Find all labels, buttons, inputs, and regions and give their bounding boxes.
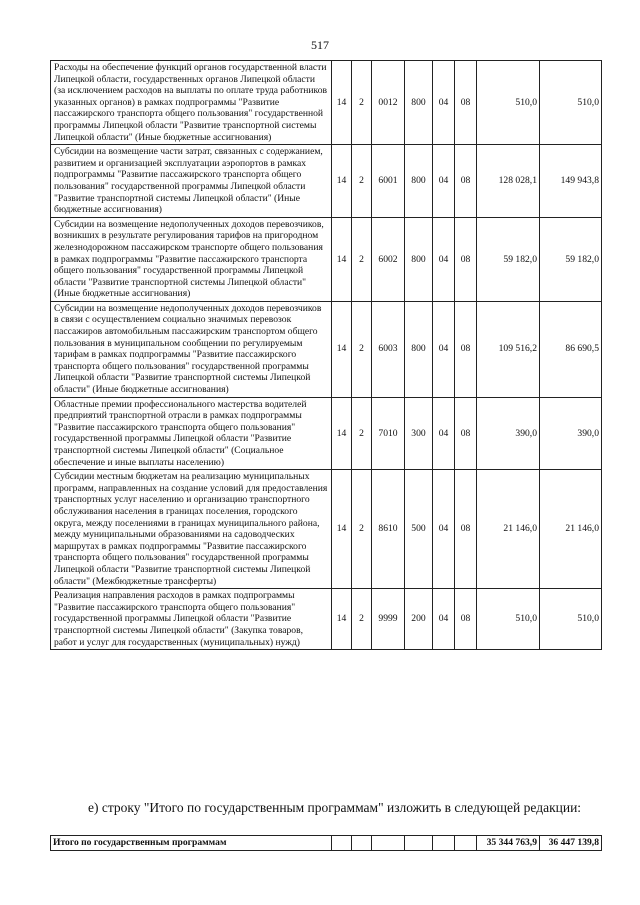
section-code: 04 — [433, 470, 455, 589]
amount-year-1: 21 146,0 — [477, 470, 540, 589]
amount-year-2: 149 943,8 — [540, 145, 602, 218]
section-code: 04 — [433, 301, 455, 397]
total-row — [51, 836, 602, 851]
direction-code: 6003 — [372, 301, 405, 397]
subprogram-code: 2 — [352, 61, 372, 145]
row-description: Реализация направления расходов в рамках подпрограммы "Развитие пассажирского транспорта общего пользования" государственной программы Липецкой области "Развитие транспортной системы Липецкой области" (Закупка товаров, работ и услуг для государственных (муниципальных) нужд) — [51, 589, 332, 650]
page-number: 517 — [311, 38, 329, 52]
subsection-code: 08 — [455, 61, 477, 145]
subprogram-code: 2 — [352, 470, 372, 589]
instruction-text: е) строку "Итого по государственным программам" изложить в следующей редакции: — [88, 800, 582, 815]
amount-year-1: 390,0 — [477, 397, 540, 470]
amount-year-2: 59 182,0 — [540, 217, 602, 301]
row-description: Субсидии на возмещение недополученных доходов перевозчиков в связи с осуществлением социально значимых перевозок пассажиров автомобильным пассажирским транспортом общего пользования в муниципальном сообщении по регулируемым тарифам в рамках подпрограммы "Развитие пассажирского транспорта общего пользования" государственной программы Липецкой области "Развитие транспортной системы Липецкой области" (Иные бюджетные ассигнования) — [51, 301, 332, 397]
table-row — [51, 397, 602, 470]
amount-year-1: 510,0 — [477, 61, 540, 145]
program-code: 14 — [332, 589, 352, 650]
expense-type-code: 300 — [405, 397, 433, 470]
amount-year-2: 510,0 — [540, 589, 602, 650]
table-row — [51, 61, 602, 145]
section-code: 04 — [433, 589, 455, 650]
amount-year-2: 86 690,5 — [540, 301, 602, 397]
program-code: 14 — [332, 61, 352, 145]
budget-table-body — [51, 61, 602, 650]
subsection-code: 08 — [455, 589, 477, 650]
subprogram-code: 2 — [352, 589, 372, 650]
total-value-1: 35 344 763,9 — [477, 836, 540, 851]
section-code: 04 — [433, 145, 455, 218]
row-description: Областные премии профессионального мастерства водителей предприятий транспортной отрасли в рамках подпрограммы "Развитие пассажирского транспорта общего пользования" государственной программы Липецкой области "Развитие транспортной системы Липецкой области" (Социальное обеспечение и иные выплаты населению) — [51, 397, 332, 470]
subsection-code: 08 — [455, 217, 477, 301]
instruction-paragraph — [50, 800, 601, 816]
amount-year-1: 128 028,1 — [477, 145, 540, 218]
expense-type-code: 800 — [405, 145, 433, 218]
section-code: 04 — [433, 397, 455, 470]
expense-type-code: 800 — [405, 61, 433, 145]
amount-year-1: 510,0 — [477, 589, 540, 650]
subsection-code: 08 — [455, 470, 477, 589]
amount-year-2: 21 146,0 — [540, 470, 602, 589]
subprogram-code: 2 — [352, 301, 372, 397]
section-code: 04 — [433, 61, 455, 145]
table-row — [51, 470, 602, 589]
table-row — [51, 589, 602, 650]
direction-code: 8610 — [372, 470, 405, 589]
subsection-code: 08 — [455, 301, 477, 397]
total-empty-cell — [455, 836, 477, 851]
total-empty-cell — [433, 836, 455, 851]
total-value-2: 36 447 139,8 — [540, 836, 602, 851]
program-code: 14 — [332, 145, 352, 218]
program-code: 14 — [332, 217, 352, 301]
expense-type-code: 500 — [405, 470, 433, 589]
total-label: Итого по государственным программам — [51, 836, 332, 851]
total-empty-cell — [332, 836, 352, 851]
section-code: 04 — [433, 217, 455, 301]
direction-code: 7010 — [372, 397, 405, 470]
direction-code: 6002 — [372, 217, 405, 301]
total-empty-cell — [352, 836, 372, 851]
direction-code: 9999 — [372, 589, 405, 650]
row-description: Расходы на обеспечение функций органов государственной власти Липецкой области, государственных органов Липецкой области (за исключением расходов на выплаты по оплате труда работников указанных органов) в рамках подпрограммы "Развитие пассажирского транспорта общего пользования" государственной программы Липецкой области "Развитие транспортной системы Липецкой области" (Иные бюджетные ассигнования) — [51, 61, 332, 145]
expense-type-code: 800 — [405, 301, 433, 397]
expense-type-code: 200 — [405, 589, 433, 650]
program-code: 14 — [332, 397, 352, 470]
program-code: 14 — [332, 470, 352, 589]
subprogram-code: 2 — [352, 397, 372, 470]
amount-year-2: 510,0 — [540, 61, 602, 145]
total-empty-cell — [372, 836, 405, 851]
table-row — [51, 301, 602, 397]
total-empty-cell — [405, 836, 433, 851]
row-description: Субсидии местным бюджетам на реализацию муниципальных программ, направленных на создание условий для предоставления транспортных услуг населению и организацию транспортного обслуживания населения в границах поселения, городского округа, между поселениями в границах муниципального района, между муниципальными образованиями на садоводческих маршрутах в рамках подпрограммы "Развитие пассажирского транспорта общего пользования" государственной программы Липецкой области "Развитие транспортной системы Липецкой области" (Межбюджетные трансферты) — [51, 470, 332, 589]
row-description: Субсидии на возмещение недополученных доходов перевозчиков, возникших в результате регулирования тарифов на пригородном железнодорожном пассажирском транспорте общего пользования в рамках подпрограммы "Развитие пассажирского транспорта общего пользования" государственной программы Липецкой области "Развитие транспортной системы Липецкой области" (Иные бюджетные ассигнования) — [51, 217, 332, 301]
amount-year-2: 390,0 — [540, 397, 602, 470]
subprogram-code: 2 — [352, 145, 372, 218]
budget-table — [50, 60, 602, 650]
table-row — [51, 217, 602, 301]
total-table — [50, 835, 602, 851]
direction-code: 0012 — [372, 61, 405, 145]
amount-year-1: 59 182,0 — [477, 217, 540, 301]
table-row — [51, 145, 602, 218]
subsection-code: 08 — [455, 397, 477, 470]
expense-type-code: 800 — [405, 217, 433, 301]
direction-code: 6001 — [372, 145, 405, 218]
row-description: Субсидии на возмещение части затрат, связанных с содержанием, развитием и организацией эксплуатации аэропортов в рамках подпрограммы "Развитие пассажирского транспорта общего пользования" государственной программы Липецкой области "Развитие транспортной системы Липецкой области" (Иные бюджетные ассигнования) — [51, 145, 332, 218]
subsection-code: 08 — [455, 145, 477, 218]
amount-year-1: 109 516,2 — [477, 301, 540, 397]
subprogram-code: 2 — [352, 217, 372, 301]
program-code: 14 — [332, 301, 352, 397]
